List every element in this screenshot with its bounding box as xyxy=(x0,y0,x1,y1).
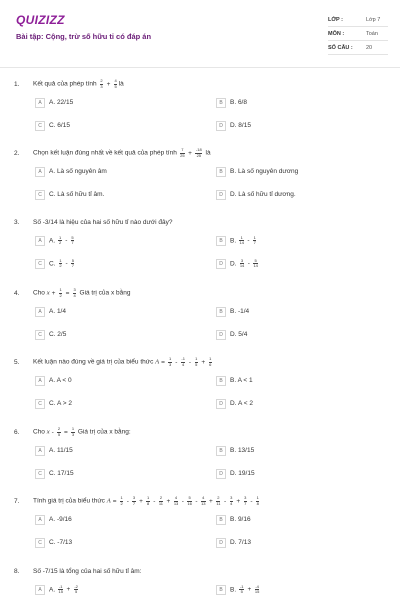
option-text: B. 13/15 xyxy=(230,447,255,454)
worksheet-header xyxy=(16,13,388,63)
question-6 xyxy=(14,427,390,487)
fraction: $\frac{-18}{25}$ xyxy=(195,147,202,158)
option-text: A. $\frac{-1}{15}$ + $\frac{-2}{5}$ xyxy=(49,583,78,594)
option-b[interactable] xyxy=(216,512,379,527)
option-c[interactable] xyxy=(35,535,198,550)
question-number: 4. xyxy=(14,289,20,297)
option-letter: C xyxy=(35,469,45,479)
meta-label: SỐ CÂU : xyxy=(328,44,353,51)
page-title: Bài tập: Cộng, trừ số hữu tỉ có đáp án xyxy=(16,32,152,41)
option-letter: A xyxy=(35,515,45,525)
option-b[interactable] xyxy=(216,233,379,248)
option-b[interactable] xyxy=(216,443,379,458)
meta-row-count xyxy=(328,41,388,55)
meta-value: 20 xyxy=(366,44,373,51)
option-c[interactable] xyxy=(35,327,198,342)
option-letter: B xyxy=(216,446,226,456)
option-text: C. A > 2 xyxy=(49,400,72,407)
option-a[interactable] xyxy=(35,443,198,458)
question-7 xyxy=(14,496,390,556)
header-divider xyxy=(0,67,400,68)
option-letter: C xyxy=(35,330,45,340)
option-text: A. A < 0 xyxy=(49,377,72,384)
option-d[interactable] xyxy=(216,535,379,550)
option-letter: B xyxy=(216,307,226,317)
option-letter: B xyxy=(216,236,226,246)
option-d[interactable] xyxy=(216,187,379,202)
option-text: D. 19/15 xyxy=(230,470,255,477)
option-letter: A xyxy=(35,236,45,246)
option-text: D. 5/4 xyxy=(230,331,248,338)
option-text: B. $\frac{1}{14}$ - $\frac{1}{7}$ xyxy=(230,234,256,245)
option-letter: D xyxy=(216,538,226,548)
option-letter: C xyxy=(35,121,45,131)
option-b[interactable] xyxy=(216,582,379,597)
option-d[interactable] xyxy=(216,396,379,411)
option-c[interactable] xyxy=(35,256,198,271)
fraction: $\frac{4}{5}$ xyxy=(114,78,117,89)
option-d[interactable] xyxy=(216,327,379,342)
option-letter: B xyxy=(216,98,226,108)
option-text: C. -7/13 xyxy=(49,539,73,546)
option-letter: D xyxy=(216,190,226,200)
question-text: Tính giá trị của biểu thức A = $\frac{1}{2}$ - $\frac{3}{7}$ + $\frac{1}{8}$ - $\frac{2}{11}$ + $\frac{4}{13}$ - $\frac{5}{16}$ - $\frac{4}{13}$ + $\frac{2}{11}$ - $\frac{3}{4}$ + $\frac{3}{7}$ - $\frac{1}{8}$ xyxy=(33,495,259,506)
option-text: A. $\frac{1}{2}$ - $\frac{5}{7}$ xyxy=(49,234,74,245)
option-letter: C xyxy=(35,259,45,269)
question-number: 3. xyxy=(14,218,20,226)
option-c[interactable] xyxy=(35,118,198,133)
option-text: C. 2/5 xyxy=(49,331,67,338)
option-c[interactable] xyxy=(35,466,198,481)
fraction: $\frac{2}{3}$ xyxy=(100,78,103,89)
question-text: Kết quả của phép tính $\frac{2}{3}$ + $\frac{4}{5}$ là xyxy=(33,78,124,89)
meta-row-subject xyxy=(328,27,388,41)
option-d[interactable] xyxy=(216,256,379,271)
option-letter: B xyxy=(216,515,226,525)
option-text: C. 6/15 xyxy=(49,122,70,129)
option-text: A. Là số nguyên âm xyxy=(49,168,107,175)
question-text: Số -3/14 là hiệu của hai số hữu tỉ nào dưới đây? xyxy=(33,218,173,226)
option-c[interactable] xyxy=(35,396,198,411)
question-text: Cho x - $\frac{2}{5}$ = $\frac{1}{3}$ Giá trị của x bằng: xyxy=(33,426,131,437)
meta-table xyxy=(328,13,388,55)
option-letter: A xyxy=(35,167,45,177)
option-b[interactable] xyxy=(216,304,379,319)
option-letter: D xyxy=(216,259,226,269)
option-text: A. 22/15 xyxy=(49,99,74,106)
option-text: B. 9/16 xyxy=(230,516,251,523)
option-letter: D xyxy=(216,469,226,479)
question-text: Chọn kết luận đúng nhất về kết quả của phép tính $\frac{7}{25}$ + $\frac{-18}{25}$ là xyxy=(33,147,211,158)
question-number: 1. xyxy=(14,80,20,88)
option-letter: D xyxy=(216,330,226,340)
meta-row-class xyxy=(328,13,388,27)
question-number: 7. xyxy=(14,497,20,505)
option-letter: C xyxy=(35,399,45,409)
option-b[interactable] xyxy=(216,95,379,110)
option-text: B. A < 1 xyxy=(230,377,253,384)
option-letter: D xyxy=(216,399,226,409)
meta-value: Lớp 7 xyxy=(366,16,381,23)
meta-value: Toán xyxy=(366,30,378,37)
option-text: B. Là số nguyên dương xyxy=(230,168,299,175)
option-text: C. $\frac{1}{2}$ - $\frac{5}{7}$ xyxy=(49,257,74,268)
option-d[interactable] xyxy=(216,118,379,133)
option-a[interactable] xyxy=(35,95,198,110)
option-text: B. 6/8 xyxy=(230,99,247,106)
option-text: B. -1/4 xyxy=(230,308,250,315)
option-b[interactable] xyxy=(216,164,379,179)
meta-label: LỚP : xyxy=(328,16,343,23)
question-text: Kết luận nào đúng về giá trị của biểu thức A = $\frac{1}{3}$ - $\frac{-1}{4}$ - $\frac{1}{5}$ + $\frac{1}{6}$ xyxy=(33,356,212,367)
option-letter: C xyxy=(35,538,45,548)
question-2 xyxy=(14,148,390,208)
question-1 xyxy=(14,79,390,139)
meta-label: MÔN : xyxy=(328,30,345,37)
option-a[interactable] xyxy=(35,582,198,597)
question-number: 2. xyxy=(14,149,20,157)
option-text: D. $\frac{3}{14}$ - $\frac{5}{14}$ xyxy=(230,257,258,268)
question-5 xyxy=(14,357,390,417)
option-c[interactable] xyxy=(35,187,198,202)
option-text: D. Là số hữu tỉ dương. xyxy=(230,191,296,198)
question-number: 5. xyxy=(14,358,20,366)
option-letter: C xyxy=(35,190,45,200)
option-letter: B xyxy=(216,585,226,595)
option-letter: A xyxy=(35,585,45,595)
option-a[interactable] xyxy=(35,233,198,248)
question-3 xyxy=(14,217,390,277)
question-8 xyxy=(14,566,390,600)
option-a[interactable] xyxy=(35,164,198,179)
option-letter: B xyxy=(216,376,226,386)
question-text: Cho x + $\frac{1}{2}$ = $\frac{3}{4}$ Giá trị của x bằng xyxy=(33,287,131,298)
option-letter: D xyxy=(216,121,226,131)
option-text: B. $\frac{-1}{5}$ + $\frac{-4}{15}$ xyxy=(230,583,260,594)
option-letter: A xyxy=(35,98,45,108)
option-a[interactable] xyxy=(35,512,198,527)
quizizz-logo: QUIZIZZ xyxy=(16,13,65,27)
option-letter: A xyxy=(35,307,45,317)
option-text: D. A < 2 xyxy=(230,400,253,407)
option-letter: B xyxy=(216,167,226,177)
option-text: C. Là số hữu tỉ âm. xyxy=(49,191,105,198)
option-text: A. 1/4 xyxy=(49,308,66,315)
option-letter: A xyxy=(35,376,45,386)
option-a[interactable] xyxy=(35,304,198,319)
option-d[interactable] xyxy=(216,466,379,481)
option-letter: A xyxy=(35,446,45,456)
option-a[interactable] xyxy=(35,373,198,388)
option-text: D. 8/15 xyxy=(230,122,251,129)
question-4 xyxy=(14,288,390,348)
option-text: D. 7/13 xyxy=(230,539,251,546)
option-text: A. 11/15 xyxy=(49,447,73,454)
fraction: $\frac{7}{25}$ xyxy=(180,147,185,158)
question-number: 8. xyxy=(14,567,20,575)
option-b[interactable] xyxy=(216,373,379,388)
question-text: Số -7/15 là tổng của hai số hữu tỉ âm: xyxy=(33,567,142,575)
question-number: 6. xyxy=(14,428,20,436)
option-text: A. -9/16 xyxy=(49,516,72,523)
option-text: C. 17/15 xyxy=(49,470,74,477)
